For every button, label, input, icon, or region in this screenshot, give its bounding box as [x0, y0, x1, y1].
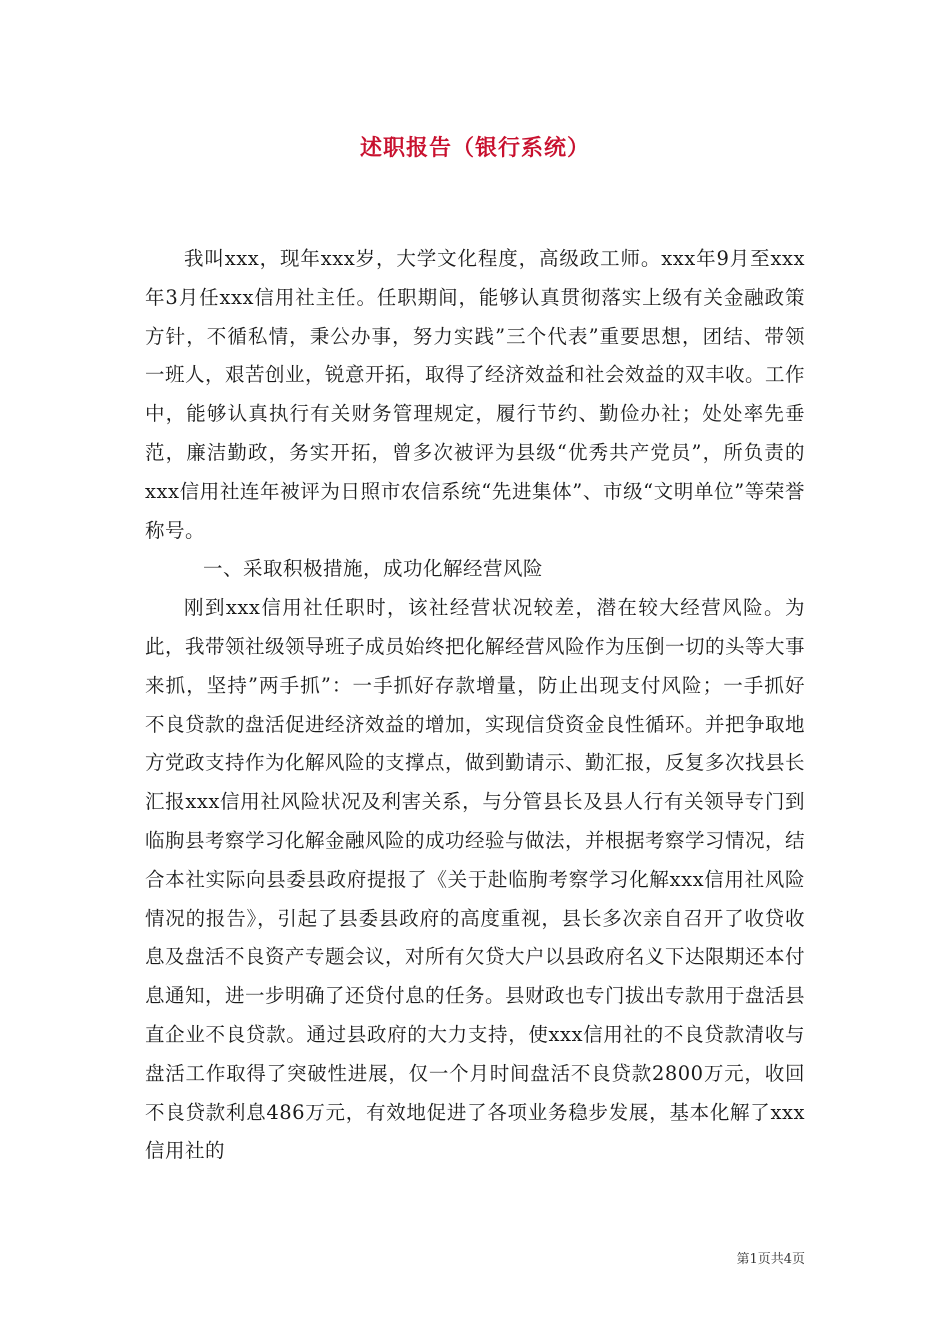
section-heading: 一、采取积极措施，成功化解经营风险: [203, 557, 544, 581]
section-paragraph: 刚到xxx信用社任职时，该社经营状况较差，潜在较大经营风险。为此，我带领社级领导班子成员始终把化解经营风险作为压倒一切的头等大事来抓，坚持”两手抓”：一手抓好存款增量，防止出现支付风险；一手抓好不良贷款的盘活促进经济效益的增加，实现信贷资金良性循环。并把争取地方党政支持作为化解风险的支撑点，做到勤请示、勤汇报，反复多次找县长汇报xxx信用社风险状况及利害关系，与分管县长及县人行有关领导专门到临朐县考察学习化解金融风险的成功经验与做法，并根据考察学习情况，结合本社实际向县委县政府提报了《关于赴临朐考察学习化解xxx信用社风险情况的报告》，引起了县委县政府的高度重视，县长多次亲自召开了收贷收息及盘活不良资产专题会议，对所有欠贷大户以县政府名义下达限期还本付息通知，进一步明确了还贷付息的任务。县财政也专门拔出专款用于盘活县直企业不良贷款。通过县政府的大力支持，使xxx信用社的不良贷款清收与盘活工作取得了突破性进展，仅一个月时间盘活不良贷款2800万元，收回不良贷款利息486万元，有效地促进了各项业务稳步发展，基本化解了xxx信用社的: [145, 596, 806, 1163]
page-number: 第1页共4页: [736, 1252, 805, 1267]
intro-paragraph: 我叫xxx，现年xxx岁，大学文化程度，高级政工师。xxx年9月至xxx年3月任xxx信用社主任。任职期间，能够认真贯彻落实上级有关金融政策方针，不循私情，秉公办事，努力实践”三个代表”重要思想，团结、带领一班人，艰苦创业，锐意开拓，取得了经济效益和社会效益的双丰收。工作中，能够认真执行有关财务管理规定，履行节约、勤俭办社；处处率先垂范，廉洁勤政，务实开拓，曾多次被评为县级“优秀共产党员”，所负责的xxx信用社连年被评为日照市农信系统“先进集体”、市级“文明单位”等荣誉称号。: [145, 247, 806, 542]
document-title: 述职报告（银行系统）: [359, 135, 590, 161]
document-body: [145, 240, 805, 1171]
